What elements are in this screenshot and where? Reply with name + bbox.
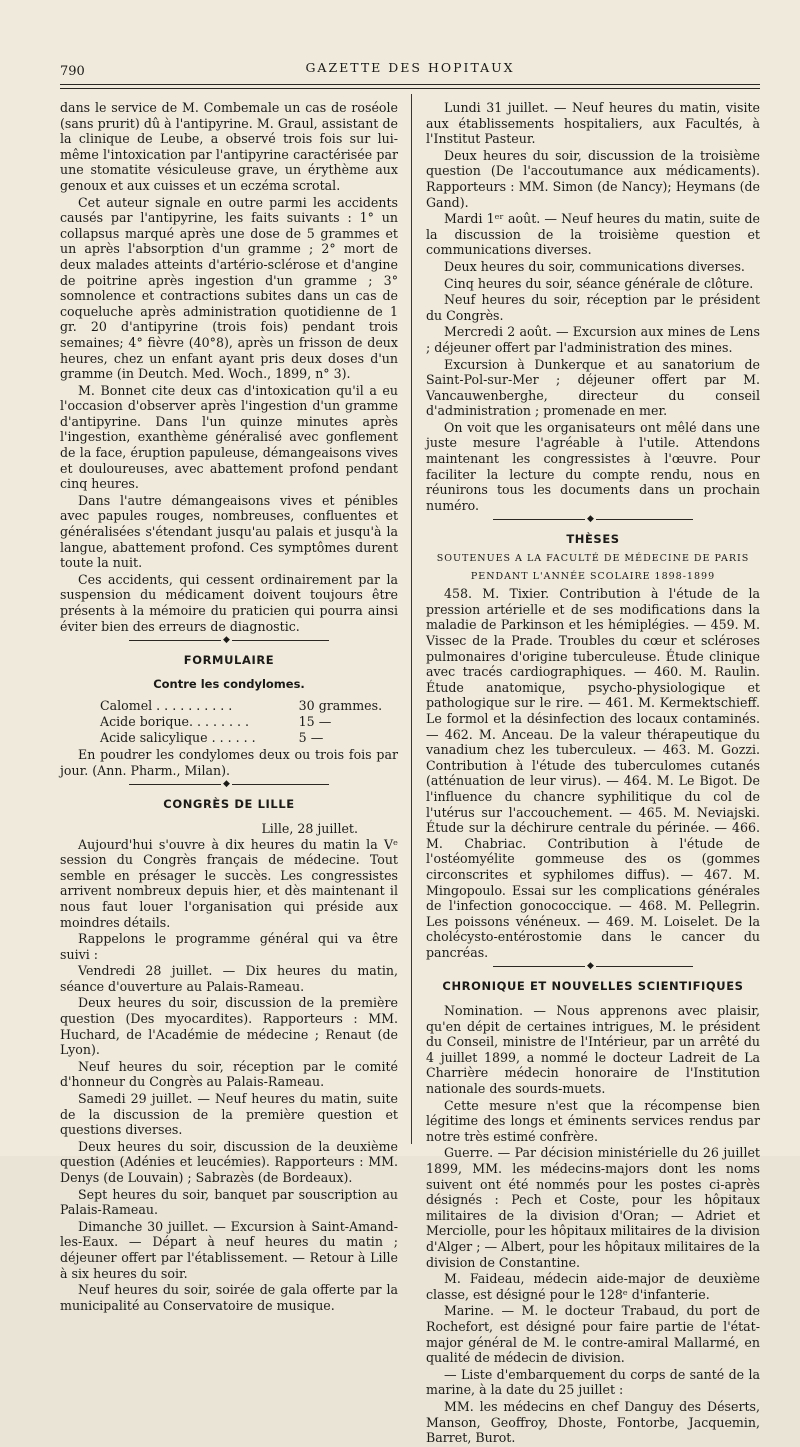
section-ornament [493, 966, 693, 973]
paragraph: Mercredi 2 août. — Excursion aux mines de Lens ; déjeuner offert par l'administration des mines. [426, 324, 760, 355]
paragraph: MM. les médecins en chef Danguy des Déserts, Manson, Geoffroy, Dhoste, Fontorbe, Jacquemin, Barret, Burot. [426, 1398, 760, 1446]
paragraph: On voit que les organisateurs ont mêlé dans une juste mesure l'agréable à l'utile. Attendons maintenant les congressistes à l'œuvre. Pour faciliter la lecture du compte rendu, nous en réunirons tous les documents dans un prochain numéro. [426, 419, 760, 513]
paragraph: Deux heures du soir, communications diverses. [444, 258, 745, 274]
paragraph: Deux heures du soir, discussion de la première question (Des myocardites). Rapporteurs : MM. Huchard, de l'Académie de médecine ; Renaut (de Lyon). [60, 995, 398, 1058]
paragraph: Deux heures du soir, discussion de la troisième question (De l'accoutumance aux médicaments). Rapporteurs : MM. Simon (de Nancy); Heymans (de Gand). [426, 147, 760, 210]
page-number: 790 [60, 64, 85, 79]
recipe-row [100, 730, 398, 746]
section-title-theses: THÈSES [566, 532, 620, 547]
paragraph: Neuf heures du soir, soirée de gala offerte par la municipalité au Conservatoire de musique. [60, 1282, 398, 1313]
recipe-ingredient: Calomel . . . . . . . . . . [100, 698, 233, 714]
section-ornament [493, 519, 693, 526]
recipe-ingredient: Acide borique. . . . . . . . [100, 713, 250, 729]
paragraph: Cinq heures du soir, séance générale de clôture. [444, 275, 754, 291]
page-header [60, 58, 760, 80]
section-ornament [129, 784, 329, 791]
recipe-quantity: 5 — [298, 729, 324, 745]
paragraph: M. Faideau, médecin aide-major de deuxième classe, est désigné pour le 128ᵉ d'infanterie. [426, 1271, 760, 1302]
paragraph: Vendredi 28 juillet. — Dix heures du matin, séance d'ouverture au Palais-Rameau. [60, 963, 398, 994]
column-divider [411, 94, 412, 1144]
paragraph: Neuf heures du soir, réception par le président du Congrès. [426, 292, 760, 323]
paragraph: Samedi 29 juillet. — Neuf heures du matin, suite de la discussion de la première question et questions diverses. [60, 1091, 398, 1138]
section-title-chronique: CHRONIQUE ET NOUVELLES SCIENTIFIQUES [442, 979, 744, 994]
paragraph: Nomination. — Nous apprenons avec plaisir, qu'en dépit de certaines intrigues, M. le président du Conseil, ministre de l'Intérieur, par un arrêté du 4 juillet 1899, a nommé le docteur Ladreit de La Charrière médecin honoraire de l'Institution nationale des sourds-muets. [426, 1003, 760, 1097]
recipe-row [100, 698, 398, 714]
paragraph: dans le service de M. Combemale un cas de roséole (sans prurit) dû à l'antipyrine. M. Graul, assistant de la clinique de Leube, a observé trois fois sur lui-même l'intoxication par l'antipyrine caractérisée par une stomatite vésiculeuse grave, un érythème aux genoux et aux cuisses et un eczéma scrotal. [60, 100, 398, 193]
recipe-list [100, 698, 398, 745]
paragraph: Dans l'autre démangeaisons vives et pénibles avec papules rouges, nombreuses, confluentes et généralisées s'étendant jusqu'au palais et jusqu'à la langue, abattement profond. Ces symptômes durent toute la nuit. [60, 492, 398, 571]
paragraph: En poudrer les condylomes deux ou trois fois par jour. (Ann. Pharm., Milan). [60, 747, 398, 778]
header-rule-2 [60, 88, 760, 89]
paragraph: Cet auteur signale en outre parmi les accidents causés par l'antipyrine, les faits suivants : 1° un collapsus marqué après une dose de 5 grammes et un après l'absorption d'un gramme ; 2° mort de deux malades atteints d'artério-sclérose et d'angine de poitrine après ingestion d'un gramme ; 3° somnolence et contractions subites dans un cas de coqueluche après administration quotidienne de 1 gr. 20 d'antipyrine (trois fois) pendant trois semaines; 4° fièvre (40°8), après un frisson de deux heures, chez un enfant ayant pris deux doses d'un gramme (in Deutch. Med. Woch., 1899, n° 3). [60, 194, 398, 382]
paragraph: Sept heures du soir, banquet par souscription au Palais-Rameau. [60, 1186, 398, 1218]
paragraph: — Liste d'embarquement du corps de santé de la marine, à la date du 25 juillet : [426, 1366, 760, 1398]
theses-subtitle-2: PENDANT L'ANNÉE SCOLAIRE 1898-1899 [470, 570, 716, 582]
header-rule [60, 84, 760, 85]
paragraph: Neuf heures du soir, réception par le comité d'honneur du Congrès au Palais-Rameau. [60, 1058, 398, 1090]
paragraph: Rappelons le programme général qui va être suivi : [60, 931, 398, 962]
paragraph: Dimanche 30 juillet. — Excursion à Saint-Amand-les-Eaux. — Départ à neuf heures du matin ; déjeuner offert par l'établissement. — Retour à Lille à six heures du soir. [60, 1218, 398, 1281]
paragraph: Lundi 31 juillet. — Neuf heures du matin, visite aux établissements hospitaliers, aux Facultés, à l'Institut Pasteur. [426, 100, 760, 147]
right-column [426, 100, 760, 1447]
paragraph: 458. M. Tixier. Contribution à l'étude de la pression artérielle et de ses modifications dans la maladie de Parkinson et les hémiplégies. — 459. M. Vissec de la Prade. Troubles du cœur et scléroses pulmonaires d'origine tuberculeuse. Étude clinique avec tracés cardiographiques. — 460. M. Raulin. Étude anatomique, psycho-physiologique et pathologique sur le rire. — 461. M. Kermektschieff. Le formol et la désinfection des locaux contaminés. — 462. M. Anceau. De la valeur thérapeutique du vanadium chez les tuberculeux. — 463. M. Gozzi. Contribution à l'étude des tuberculomes cutanés (atténuation de leur virus). — 464. M. Le Bigot. De l'influence du chancre syphilitique du col de l'utérus sur l'accouchement. — 465. M. Neviajski. Étude sur la déchirure centrale du périnée. — 466. M. Chabriac. Contribution à l'étude de l'ostéomyélite gommeuse des os (gommes circonscrites et syphilomes diffus). — 467. M. Mingopoulo. Essai sur les complications générales de l'infection gonococcique. — 468. M. Pellegrin. Les poissons vénéneux. — 469. M. Loiselet. De la cholécysto-entérostomie dans le cancer du pancréas. [426, 586, 760, 960]
paragraph: Guerre. — Par décision ministérielle du 26 juillet 1899, MM. les médecins-majors dont les noms suivent ont été nommés pour les postes ci-après désignés : Pech et Coste, pour les hôpitaux militaires de la division d'Oran; — Adriet et Merciolle, pour les hôpitaux militaires de la division d'Alger ; — Albert, pour les hôpitaux militaires de la division de Constantine. [426, 1145, 760, 1270]
recipe-quantity: 30 grammes. [298, 698, 383, 714]
recipe-title: Contre les condylomes. [153, 676, 305, 691]
section-title-congres: CONGRÈS DE LILLE [163, 797, 295, 812]
paragraph: M. Bonnet cite deux cas d'intoxication qu'il a eu l'occasion d'observer après l'ingestion d'un gramme d'antipyrine. Dans l'un quinze minutes après l'ingestion, exanthème généralisé avec gonflement de la face, éruption papuleuse, démangeaisons vives et douloureuses, avec abattement profond pendant cinq heures. [60, 382, 398, 492]
paragraph: Marine. — M. le docteur Trabaud, du port de Rochefort, est désigné pour faire partie de l'état-major général de M. le contre-amiral Mallarmé, en qualité de médecin de division. [426, 1303, 760, 1366]
paragraph: Deux heures du soir, discussion de la deuxième question (Adénies et leucémies). Rapporteurs : MM. Denys (de Louvain) ; Sabrazès (de Bordeaux). [60, 1138, 398, 1185]
paragraph: Cette mesure n'est que la récompense bien légitime des longs et éminents services rendus par notre très estimé confrère. [426, 1097, 760, 1144]
paragraph: Aujourd'hui s'ouvre à dix heures du matin la Vᵉ session du Congrès français de médecine. Tout semble en présager le succès. Les congressistes arrivent nombreux depuis hier, et dès maintenant il nous faut louer l'organisation qui préside aux moindres détails. [60, 836, 398, 930]
paragraph: Mardi 1ᵉʳ août. — Neuf heures du matin, suite de la discussion de la troisième question et communications diverses. [426, 211, 760, 258]
theses-subtitle: SOUTENUES A LA FACULTÉ DE MÉDECINE DE PARIS [436, 553, 750, 565]
recipe-row [100, 714, 398, 730]
left-column [60, 100, 398, 1314]
dateline: Lille, 28 juillet. [261, 820, 358, 836]
paragraph: Excursion à Dunkerque et au sanatorium de Saint-Pol-sur-Mer ; déjeuner offert par M. Vancauwenberghe, directeur du conseil d'administration ; promenade en mer. [426, 356, 760, 419]
recipe-quantity: 15 — [298, 713, 332, 729]
paragraph: Ces accidents, qui cessent ordinairement par la suspension du médicament doivent toujours être présents à la mémoire du praticien qui pourra ainsi éviter bien des erreurs de diagnostic. [60, 571, 398, 634]
recipe-ingredient: Acide salicylique . . . . . . [100, 729, 256, 745]
journal-title: GAZETTE DES HOPITAUX [305, 60, 515, 75]
section-ornament [129, 640, 329, 647]
section-title-formulaire: FORMULAIRE [183, 653, 275, 668]
